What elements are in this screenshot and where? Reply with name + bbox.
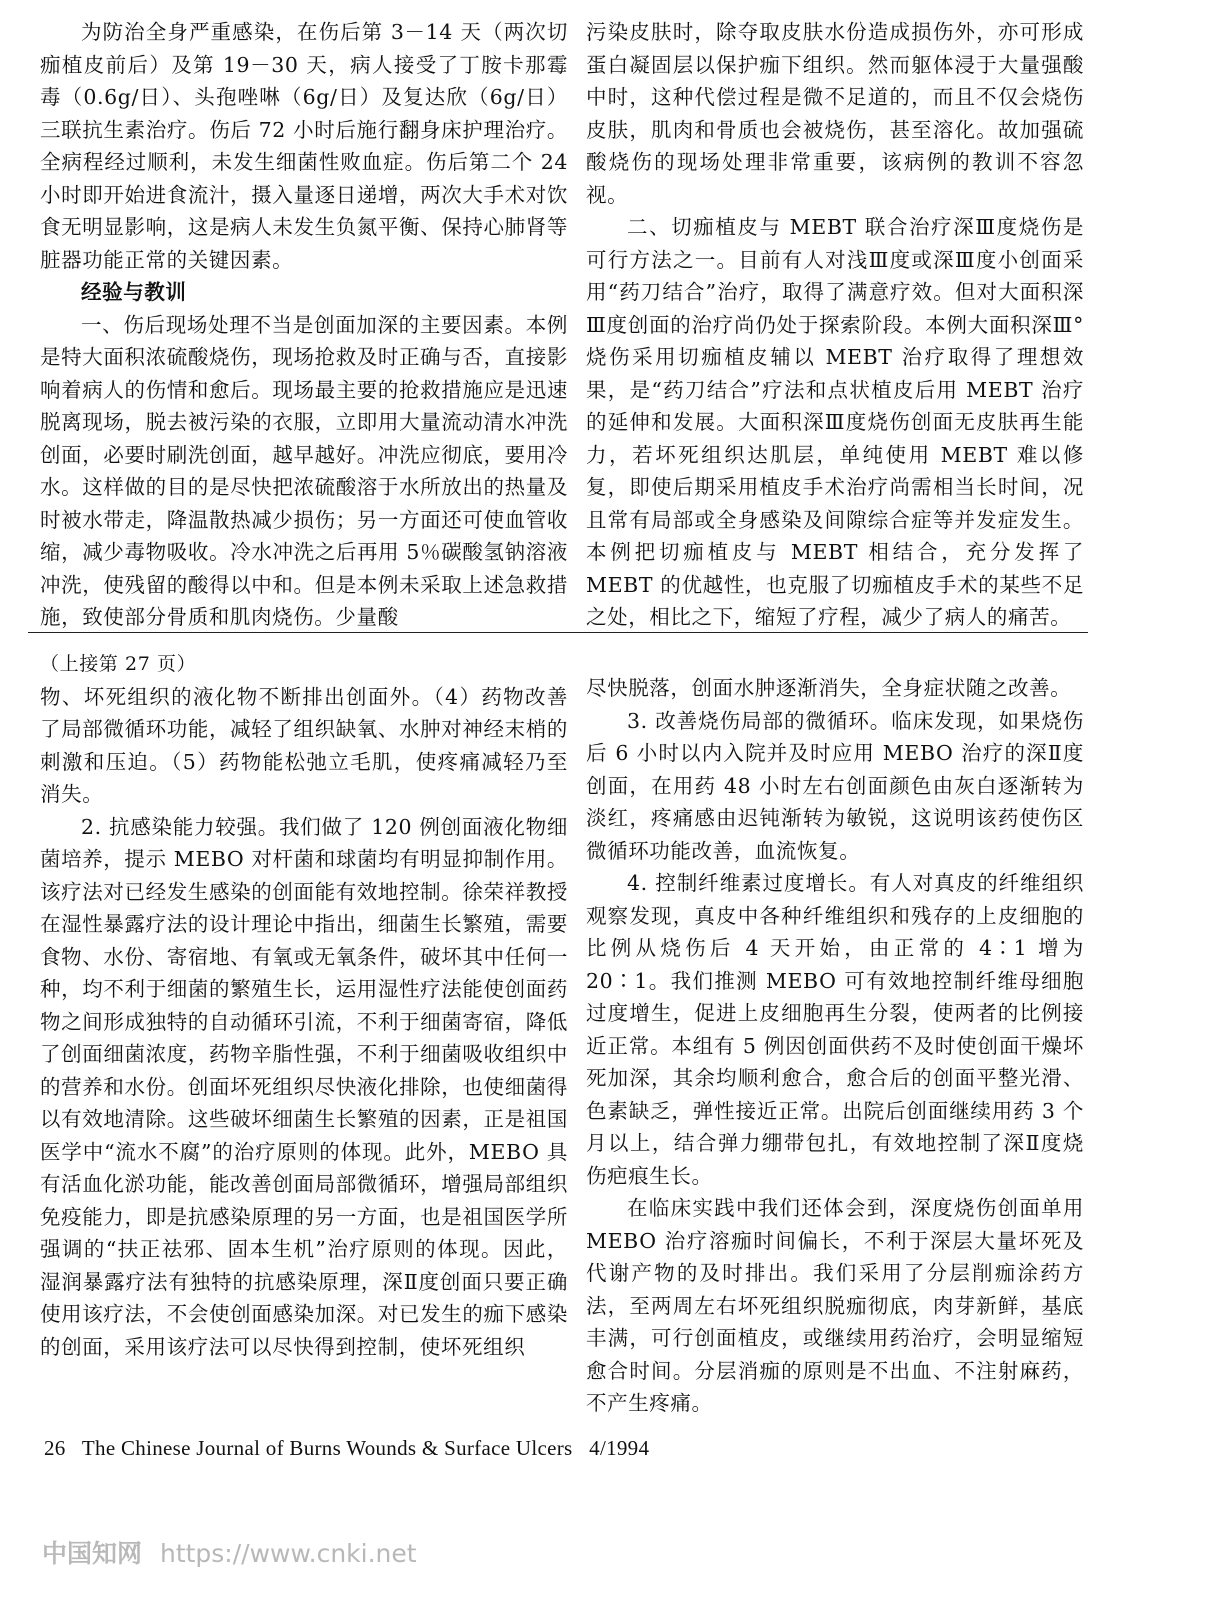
section-divider	[28, 632, 1088, 633]
paragraph: 为防治全身严重感染，在伤后第 3－14 天（两次切痂植皮前后）及第 19－30 天，病人接受了丁胺卡那霉毒（0.6g/日）、头孢唑啉（6g/日）及复达欣（6g/日）三联抗生素治疗。伤后 72 小时后施行翻身床护理治疗。全病程经过顺利，未发生细菌性败血症。伤后第二个 24 小时即开始进食流汁，摄入量逐日递增，两次大手术对饮食无明显影响，这是病人未发生负氮平衡、保持心肺肾等脏器功能正常的关键因素。	[40, 20, 568, 272]
top-left-column	[40, 16, 568, 634]
page-footer	[44, 1436, 649, 1461]
journal-name: The Chinese Journal of Burns Wounds & Surface Ulcers	[81, 1436, 573, 1460]
watermark-url: https://www.cnki.net	[159, 1539, 417, 1568]
watermark-brand: 中国知网	[42, 1539, 143, 1568]
paragraph: 2. 抗感染能力较强。我们做了 120 例创面液化物细菌培养，提示 MEBO 对杆菌和球菌均有明显抑制作用。该疗法对已经发生感染的创面能有效地控制。徐荣祥教授在湿性暴露疗法的设计理论中指出，细菌生长繁殖，需要食物、水份、寄宿地、有氧或无氧条件，破坏其中任何一种，均不利于细菌的繁殖生长，运用湿性疗法能使创面药物之间形成独特的自动循环引流，不利于细菌寄宿，降低了创面细菌浓度，药物辛脂性强，不利于细菌吸收组织中的营养和水份。创面坏死组织尽快液化排除，也使细菌得以有效地清除。这些破坏细菌生长繁殖的因素，正是祖国医学中“流水不腐”的治疗原则的体现。此外，MEBO 具有活血化淤功能，能改善创面局部微循环，增强局部组织免疫能力，即是抗感染原理的另一方面，也是祖国医学所强调的“扶正祛邪、固本生机”治疗原则的体现。因此，湿润暴露疗法有独特的抗感染原理，深Ⅱ度创面只要正确使用该疗法，不会使创面感染加深。对已发生的痂下感染的创面，采用该疗法可以尽快得到控制，使坏死组织	[40, 814, 568, 1359]
cnki-watermark	[42, 1534, 417, 1570]
paragraph: 二、切痂植皮与 MEBT 联合治疗深Ⅲ度烧伤是可行方法之一。目前有人对浅Ⅲ度或深Ⅲ度小创面采用“药刀结合”治疗，取得了满意疗效。但对大面积深Ⅲ度创面的治疗尚仍处于探索阶段。本例大面积深Ⅲ°烧伤采用切痂植皮辅以 MEBT 治疗取得了理想效果，是“药刀结合”疗法和点状植皮后用 MEBT 治疗的延伸和发展。大面积深Ⅲ度烧伤创面无皮肤再生能力，若坏死组织达肌层，单纯使用 MEBT 难以修复，即使后期采用植皮手术治疗尚需相当长时间，况且常有局部或全身感染及间隙综合症等并发症发生。本例把切痂植皮与 MEBT 相结合，充分发挥了 MEBT 的优越性，也克服了切痂植皮手术的某些不足之处，相比之下，缩短了疗程，减少了病人的痛苦。	[586, 215, 1084, 629]
paragraph: 4. 控制纤维素过度增长。有人对真皮的纤维组织观察发现，真皮中各种纤维组织和残存的上皮细胞的比例从烧伤后 4 天开始，由正常的 4∶1 增为 20∶1。我们推测 MEBO 可有效地控制纤维母细胞过度增生，促进上皮细胞再生分裂，使两者的比例接近正常。本组有 5 例因创面供药不及时使创面干燥坏死加深，其余均顺利愈合，愈合后的创面平整光滑、色素缺乏，弹性接近正常。出院后创面继续用药 3 个月以上，结合弹力绷带包扎，有效地控制了深Ⅱ度烧伤疤痕生长。	[586, 871, 1084, 1188]
top-right-column	[586, 16, 1084, 634]
paragraph: 3. 改善烧伤局部的微循环。临床发现，如果烧伤后 6 小时以内入院并及时应用 MEBO 治疗的深Ⅱ度创面，在用药 48 小时左右创面颜色由灰白逐渐转为淡红，疼痛感由迟钝渐转为敏锐，这说明该药使伤区微循环功能改善，血流恢复。	[586, 708, 1084, 863]
section-heading: 经验与教训	[81, 280, 187, 304]
paragraph: 尽快脱落，创面水肿逐渐消失，全身症状随之改善。	[586, 676, 1072, 700]
issue-number: 4/1994	[589, 1436, 650, 1460]
bottom-left-column	[40, 648, 568, 1363]
page-number: 26	[44, 1436, 66, 1460]
paragraph: 污染皮肤时，除夺取皮肤水份造成损伤外，亦可形成蛋白凝固层以保护痂下组织。然而躯体浸于大量强酸中时，这种代偿过程是微不足道的，而且不仅会烧伤皮肤，肌肉和骨质也会被烧伤，甚至溶化。故加强硫酸烧伤的现场处理非常重要，该病例的教训不容忽视。	[586, 20, 1084, 207]
continuation-note: （上接第 27 页）	[40, 653, 197, 675]
paragraph: 在临床实践中我们还体会到，深度烧伤创面单用 MEBO 治疗溶痂时间偏长，不利于深层大量坏死及代谢产物的及时排出。我们采用了分层削痂涂药方法，至两周左右坏死组织脱痂彻底，肉芽新鲜，基底丰满，可行创面植皮，或继续用药治疗，会明显缩短愈合时间。分层消痂的原则是不出血、不注射麻药，不产生疼痛。	[586, 1196, 1084, 1415]
paragraph: 物、坏死组织的液化物不断排出创面外。（4）药物改善了局部微循环功能，减轻了组织缺氧、水肿对神经末梢的刺激和压迫。（5）药物能松弛立毛肌，使疼痛减轻乃至消失。	[40, 684, 568, 806]
bottom-right-column	[586, 672, 1084, 1420]
paragraph: 一、伤后现场处理不当是创面加深的主要因素。本例是特大面积浓硫酸烧伤，现场抢救及时正确与否，直接影响着病人的伤情和愈后。现场最主要的抢救措施应是迅速脱离现场，脱去被污染的衣服，立即用大量流动清水冲洗创面，必要时刷洗创面，越早越好。冲洗应彻底，要用冷水。这样做的目的是尽快把浓硫酸溶于水所放出的热量及时被水带走，降温散热减少损伤；另一方面还可使血管收缩，减少毒物吸收。冷水冲洗之后再用 5％碳酸氢钠溶液冲洗，使残留的酸得以中和。但是本例未采取上述急救措施，致使部分骨质和肌肉烧伤。少量酸	[40, 312, 568, 629]
